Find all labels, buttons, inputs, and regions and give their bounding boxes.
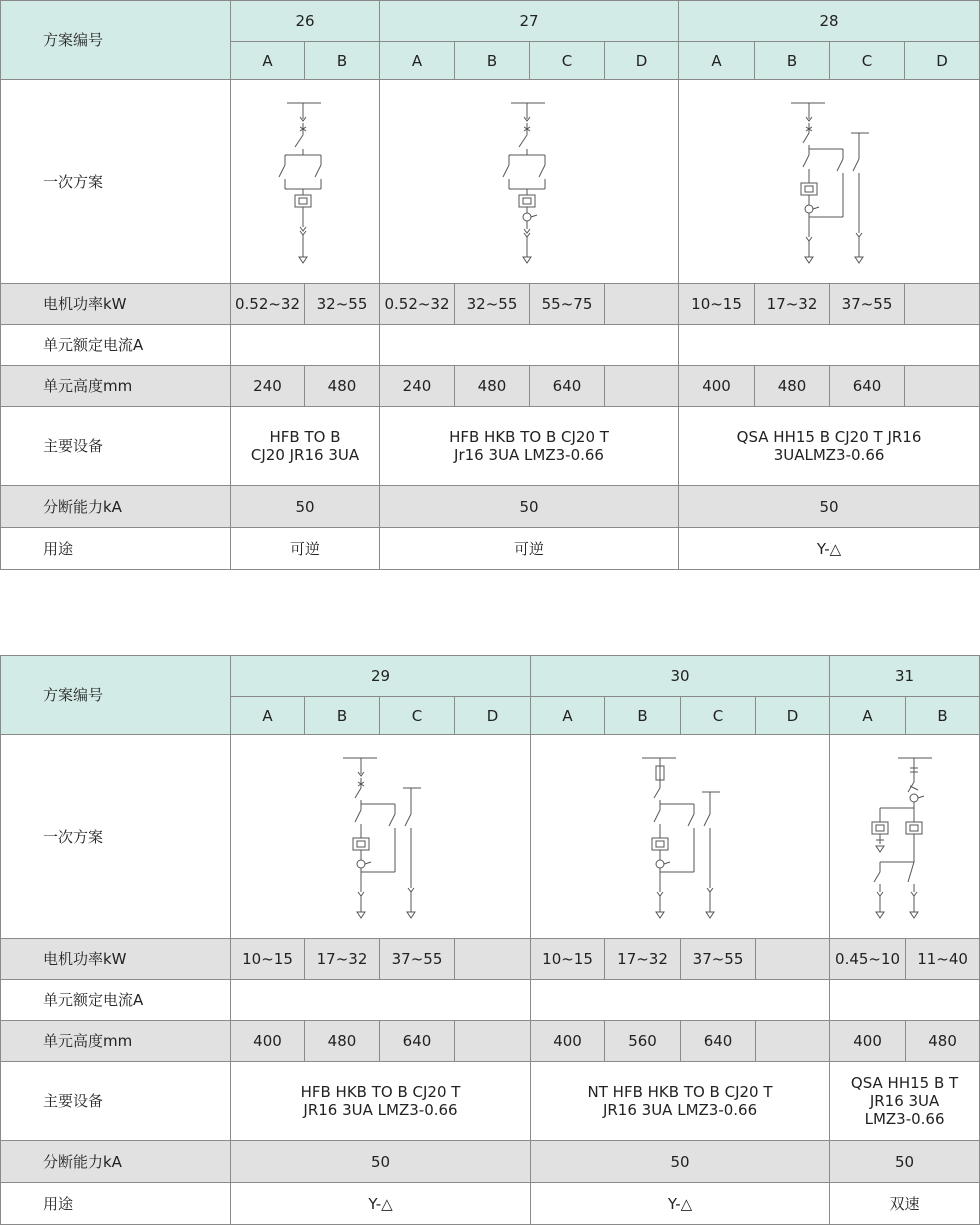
sub-header: B — [755, 42, 830, 80]
circuit-diagram-28 — [679, 80, 980, 284]
height-cell: 480 — [906, 1021, 980, 1062]
circuit-diagram-26-svg — [265, 97, 345, 267]
power-cell: 0.52~32 — [231, 284, 305, 325]
equipment-cell — [531, 1062, 830, 1141]
equipment-line: HFB TO B — [269, 428, 341, 446]
power-cell: 55~75 — [530, 284, 605, 325]
height-cell: 640 — [681, 1021, 756, 1062]
motor-power-label: 电机功率kW — [1, 939, 231, 980]
rated-current-cell — [380, 325, 679, 366]
equipment-line: QSA HH15 B CJ20 T JR16 — [736, 428, 922, 446]
power-cell: 0.45~10 — [830, 939, 906, 980]
scheme-group-27: 27 — [380, 1, 679, 42]
sub-header: C — [681, 697, 756, 735]
sub-header: A — [231, 697, 305, 735]
circuit-diagram-31 — [830, 735, 980, 939]
sub-header: A — [531, 697, 605, 735]
sub-header: C — [380, 697, 455, 735]
rated-current-label: 单元额定电流A — [1, 980, 231, 1021]
equipment-line: CJ20 JR16 3UA — [250, 446, 360, 464]
height-cell: 640 — [530, 366, 605, 407]
sub-header: B — [455, 42, 530, 80]
main-equipment-label: 主要设备 — [1, 407, 231, 486]
height-cell: 400 — [679, 366, 755, 407]
scheme-table-2 — [0, 655, 980, 1225]
sub-header: D — [756, 697, 830, 735]
circuit-diagram-29 — [231, 735, 531, 939]
equipment-line: HFB HKB TO B CJ20 T — [300, 1083, 461, 1101]
breaking-cell: 50 — [830, 1141, 980, 1183]
equipment-line: QSA HH15 B T — [850, 1074, 959, 1092]
usage-cell: 可逆 — [380, 528, 679, 570]
breaking-cell: 50 — [231, 486, 380, 528]
height-cell — [605, 366, 679, 407]
sub-header: B — [906, 697, 980, 735]
power-cell: 11~40 — [906, 939, 980, 980]
circuit-diagram-30-svg — [630, 752, 730, 922]
height-cell — [905, 366, 980, 407]
usage-cell: Y-△ — [679, 528, 980, 570]
equipment-line: JR16 3UA LMZ3-0.66 — [303, 1101, 458, 1119]
breaking-cell: 50 — [231, 1141, 531, 1183]
sub-header: A — [830, 697, 906, 735]
equipment-line: JR16 3UA — [869, 1092, 940, 1110]
circuit-diagram-29-svg — [331, 752, 431, 922]
height-cell: 480 — [305, 366, 380, 407]
scheme-group-30: 30 — [531, 656, 830, 697]
sub-header: D — [905, 42, 980, 80]
circuit-diagram-31-svg — [860, 752, 950, 922]
height-cell: 400 — [830, 1021, 906, 1062]
rated-current-cell — [231, 325, 380, 366]
breaking-capacity-label: 分断能力kA — [1, 1141, 231, 1183]
power-cell: 37~55 — [830, 284, 905, 325]
unit-height-label: 单元高度mm — [1, 1021, 231, 1062]
sub-header: A — [679, 42, 755, 80]
height-cell: 480 — [455, 366, 530, 407]
circuit-diagram-27-svg — [489, 97, 569, 267]
power-cell: 10~15 — [531, 939, 605, 980]
breaking-capacity-label: 分断能力kA — [1, 486, 231, 528]
power-cell: 37~55 — [380, 939, 455, 980]
scheme-group-31: 31 — [830, 656, 980, 697]
rated-current-cell — [531, 980, 830, 1021]
height-cell — [455, 1021, 531, 1062]
height-cell: 480 — [305, 1021, 380, 1062]
usage-cell: 可逆 — [231, 528, 380, 570]
circuit-diagram-30 — [531, 735, 830, 939]
usage-cell: Y-△ — [531, 1183, 830, 1225]
usage-cell: 双速 — [830, 1183, 980, 1225]
equipment-line: HFB HKB TO B CJ20 T — [449, 428, 609, 446]
equipment-cell — [231, 407, 380, 486]
usage-label: 用途 — [1, 1183, 231, 1225]
scheme-group-26: 26 — [231, 1, 380, 42]
sub-header: B — [605, 697, 681, 735]
height-cell: 240 — [231, 366, 305, 407]
sub-header: B — [305, 42, 380, 80]
rated-current-cell — [830, 980, 980, 1021]
scheme-no-label: 方案编号 — [1, 656, 231, 735]
sub-header: C — [530, 42, 605, 80]
height-cell — [756, 1021, 830, 1062]
unit-height-label: 单元高度mm — [1, 366, 231, 407]
power-cell: 10~15 — [231, 939, 305, 980]
equipment-line: NT HFB HKB TO B CJ20 T — [587, 1083, 773, 1101]
sub-header: C — [830, 42, 905, 80]
equipment-line: 3UALMZ3-0.66 — [773, 446, 885, 464]
height-cell: 480 — [755, 366, 830, 407]
power-cell: 17~32 — [755, 284, 830, 325]
sub-header: B — [305, 697, 380, 735]
power-cell: 17~32 — [305, 939, 380, 980]
equipment-cell — [380, 407, 679, 486]
scheme-table-1 — [0, 0, 980, 570]
circuit-diagram-28-svg — [779, 97, 879, 267]
main-equipment-label: 主要设备 — [1, 1062, 231, 1141]
motor-power-label: 电机功率kW — [1, 284, 231, 325]
power-cell — [605, 284, 679, 325]
rated-current-cell — [679, 325, 980, 366]
usage-label: 用途 — [1, 528, 231, 570]
sub-header: A — [231, 42, 305, 80]
primary-scheme-label: 一次方案 — [1, 735, 231, 939]
sub-header: A — [380, 42, 455, 80]
power-cell — [455, 939, 531, 980]
height-cell: 560 — [605, 1021, 681, 1062]
breaking-cell: 50 — [380, 486, 679, 528]
equipment-cell — [679, 407, 980, 486]
power-cell: 0.52~32 — [380, 284, 455, 325]
sub-header: D — [605, 42, 679, 80]
power-cell — [756, 939, 830, 980]
circuit-diagram-27 — [380, 80, 679, 284]
scheme-group-29: 29 — [231, 656, 531, 697]
height-cell: 640 — [830, 366, 905, 407]
power-cell: 17~32 — [605, 939, 681, 980]
rated-current-label: 单元额定电流A — [1, 325, 231, 366]
equipment-cell — [231, 1062, 531, 1141]
power-cell: 37~55 — [681, 939, 756, 980]
breaking-cell: 50 — [531, 1141, 830, 1183]
usage-cell: Y-△ — [231, 1183, 531, 1225]
sub-header: D — [455, 697, 531, 735]
height-cell: 240 — [380, 366, 455, 407]
height-cell: 400 — [231, 1021, 305, 1062]
rated-current-cell — [231, 980, 531, 1021]
height-cell: 640 — [380, 1021, 455, 1062]
circuit-diagram-26 — [231, 80, 380, 284]
height-cell: 400 — [531, 1021, 605, 1062]
breaking-cell: 50 — [679, 486, 980, 528]
power-cell: 32~55 — [305, 284, 380, 325]
power-cell: 10~15 — [679, 284, 755, 325]
equipment-line: LMZ3-0.66 — [864, 1110, 945, 1128]
equipment-line: Jr16 3UA LMZ3-0.66 — [454, 446, 604, 464]
scheme-group-28: 28 — [679, 1, 980, 42]
equipment-cell — [830, 1062, 980, 1141]
primary-scheme-label: 一次方案 — [1, 80, 231, 284]
power-cell: 32~55 — [455, 284, 530, 325]
equipment-line: JR16 3UA LMZ3-0.66 — [602, 1101, 758, 1119]
power-cell — [905, 284, 980, 325]
scheme-no-label: 方案编号 — [1, 1, 231, 80]
